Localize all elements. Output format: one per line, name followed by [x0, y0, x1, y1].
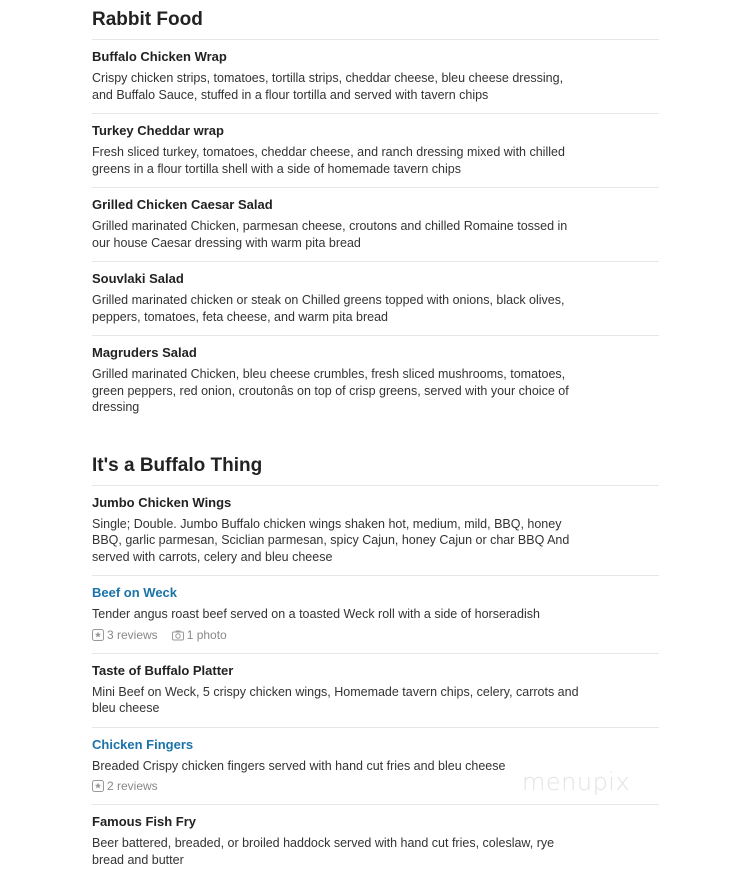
reviews-count: 2 reviews — [107, 778, 158, 794]
photos-count: 1 photo — [187, 627, 227, 643]
menu-item — [92, 188, 659, 262]
item-name-link-chicken-fingers[interactable]: Chicken Fingers — [92, 737, 659, 753]
item-name: Jumbo Chicken Wings — [92, 495, 659, 511]
item-description: Grilled marinated chicken or steak on Chilled greens topped with onions, black olives, peppers, tomatoes, feta cheese, and warm pita bread — [92, 292, 582, 325]
item-name: Souvlaki Salad — [92, 271, 659, 287]
photos-link[interactable] — [172, 627, 227, 643]
item-name: Famous Fish Fry — [92, 814, 659, 830]
reviews-count: 3 reviews — [107, 627, 158, 643]
reviews-link[interactable] — [92, 627, 158, 643]
item-name: Taste of Buffalo Platter — [92, 663, 659, 679]
menu-section-buffalo-thing — [92, 426, 659, 878]
menu-item — [92, 576, 659, 654]
menu-item — [92, 262, 659, 336]
menu-item — [92, 40, 659, 114]
section-title: It's a Buffalo Thing — [92, 454, 659, 478]
menu-list — [92, 0, 659, 878]
camera-icon — [172, 629, 184, 641]
menu-item — [92, 805, 659, 878]
item-description: Crispy chicken strips, tomatoes, tortilla strips, cheddar cheese, bleu cheese dressing, and Buffalo Sauce, stuffed in a flour tortilla and served with tavern chips — [92, 70, 582, 103]
menu-item — [92, 654, 659, 728]
item-name: Turkey Cheddar wrap — [92, 123, 659, 139]
item-description: Breaded Crispy chicken fingers served with hand cut fries and bleu cheese — [92, 758, 582, 775]
item-description: Tender angus roast beef served on a toasted Weck roll with a side of horseradish — [92, 606, 582, 623]
menu-section-rabbit-food — [92, 0, 659, 426]
item-description: Fresh sliced turkey, tomatoes, cheddar cheese, and ranch dressing mixed with chilled greens in a flour tortilla shell with a side of homemade tavern chips — [92, 144, 582, 177]
item-description: Grilled marinated Chicken, parmesan cheese, croutons and chilled Romaine tossed in our house Caesar dressing with warm pita bread — [92, 218, 582, 251]
item-name: Buffalo Chicken Wrap — [92, 49, 659, 65]
menu-item — [92, 336, 659, 426]
star-badge-icon — [92, 780, 104, 792]
menu-item — [92, 114, 659, 188]
item-name-link-beef-on-weck[interactable]: Beef on Weck — [92, 585, 659, 601]
item-description: Mini Beef on Weck, 5 crispy chicken wings, Homemade tavern chips, celery, carrots and bleu cheese — [92, 684, 582, 717]
item-meta — [92, 627, 659, 643]
item-description: Grilled marinated Chicken, bleu cheese crumbles, fresh sliced mushrooms, tomatoes, green peppers, red onion, croutonâs on top of crisp greens, served with your choice of dressing — [92, 366, 582, 416]
item-description: Beer battered, breaded, or broiled haddock served with hand cut fries, coleslaw, rye bread and butter — [92, 835, 582, 868]
item-description: Single; Double. Jumbo Buffalo chicken wings shaken hot, medium, mild, BBQ, honey BBQ, garlic parmesan, Sciclian parmesan, spicy Cajun, honey Cajun or char BBQ And served with carrots, celery and bleu cheese — [92, 516, 582, 566]
star-badge-icon — [92, 629, 104, 641]
menu-item — [92, 486, 659, 577]
menupix-watermark: menupix — [522, 768, 630, 796]
section-title: Rabbit Food — [92, 8, 659, 32]
item-name: Magruders Salad — [92, 345, 659, 361]
item-name: Grilled Chicken Caesar Salad — [92, 197, 659, 213]
reviews-link[interactable] — [92, 778, 158, 794]
